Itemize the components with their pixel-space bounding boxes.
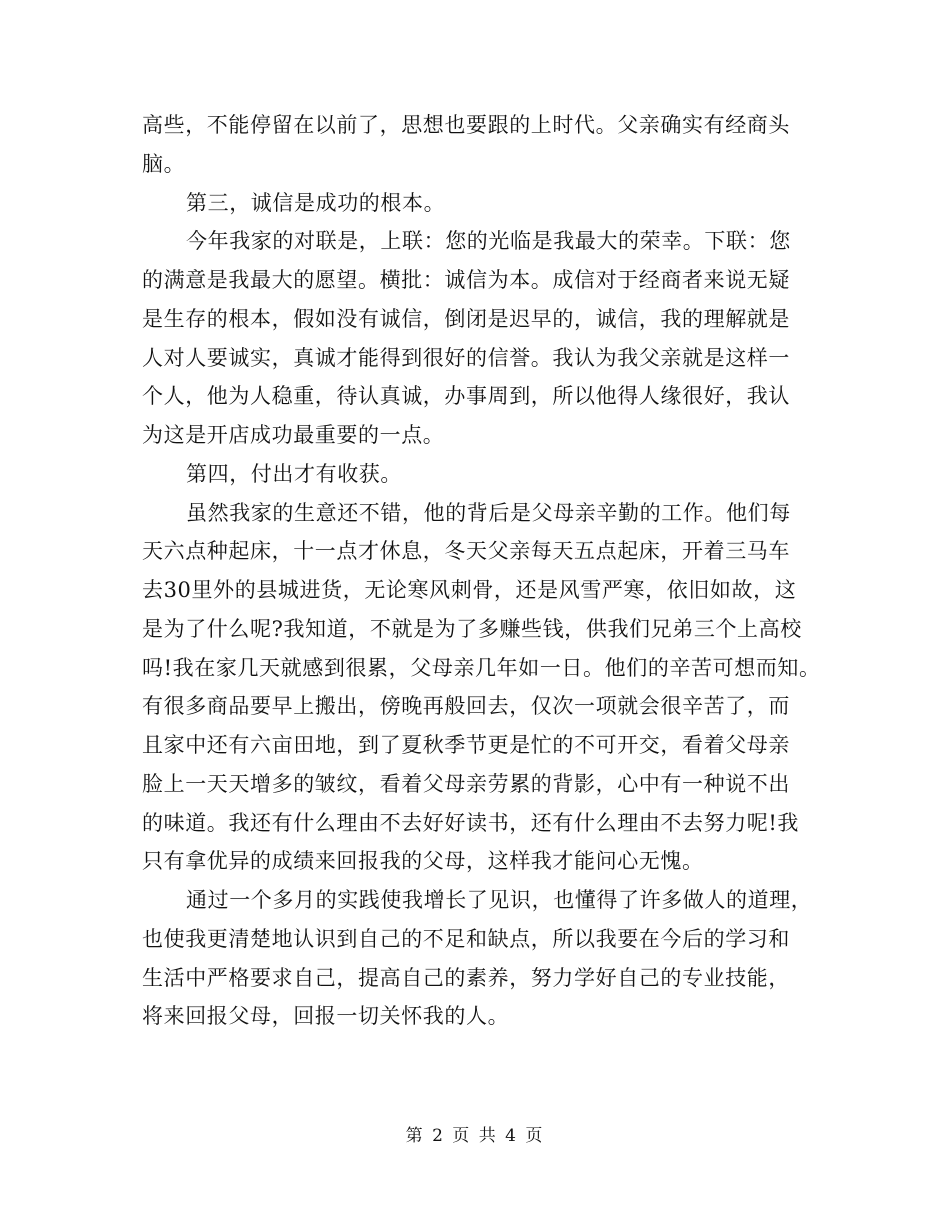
text-line: 脸上一天天增多的皱纹，看着父母亲劳累的背影，心中有一种说不出 [142, 772, 790, 796]
text-line: 通过一个多月的实践使我增长了见识，也懂得了许多做人的道理， [186, 888, 813, 912]
text-line: 将来回报父母，回报一切关怀我的人。 [142, 1004, 510, 1028]
text-line: 吗!我在家几天就感到很累，父母亲几年如一日。他们的辛苦可想而知。 [142, 656, 821, 680]
text-line: 个人，他为人稳重，待认真诚，办事周到，所以他得人缘很好，我认 [142, 384, 790, 408]
text-line: 的满意是我最大的愿望。横批：诚信为本。成信对于经商者来说无疑 [142, 268, 790, 292]
text-line: 有很多商品要早上搬出，傍晚再般回去，仅次一项就会很辛苦了，而 [142, 694, 790, 718]
text-line: 脑。 [142, 152, 186, 176]
text-line: 人对人要诚实，真诚才能得到很好的信誉。我认为我父亲就是这样一 [142, 346, 790, 370]
text-line: 的味道。我还有什么理由不去好好读书，还有什么理由不去努力呢!我 [142, 811, 800, 835]
text-line: 也使我更清楚地认识到自己的不足和缺点，所以我要在今后的学习和 [142, 927, 790, 951]
text-line: 高些，不能停留在以前了，思想也要跟的上时代。父亲确实有经商头 [142, 113, 790, 137]
text-line: 为这是开店成功最重要的一点。 [142, 423, 445, 447]
text-line: 第四，付出才有收获。 [186, 462, 402, 486]
text-line: 是生存的根本，假如没有诚信，倒闭是迟早的，诚信，我的理解就是 [142, 307, 790, 331]
text-line: 第三，诚信是成功的根本。 [186, 191, 446, 215]
text-line: 只有拿优异的成绩来回报我的父母，这样我才能问心无愧。 [142, 849, 704, 873]
page-footer: 第 2 页 共 4 页 [405, 1126, 545, 1146]
text-line: 去30里外的县城进货，无论寒风刺骨，还是风雪严寒，依旧如故，这 [142, 578, 797, 602]
text-line: 生活中严格要求自己，提高自己的素养，努力学好自己的专业技能， [142, 966, 790, 990]
text-line: 且家中还有六亩田地，到了夏秋季节更是忙的不可开交，看着父母亲 [142, 733, 790, 757]
text-line: 虽然我家的生意还不错，他的背后是父母亲辛勤的工作。他们每 [186, 501, 791, 525]
text-line: 今年我家的对联是，上联：您的光临是我最大的荣幸。下联：您 [186, 229, 791, 253]
text-line: 天六点种起床，十一点才休息，冬天父亲每天五点起床，开着三马车 [142, 539, 790, 563]
text-line: 是为了什么呢?我知道，不就是为了多赚些钱，供我们兄弟三个上高校 [142, 617, 802, 641]
